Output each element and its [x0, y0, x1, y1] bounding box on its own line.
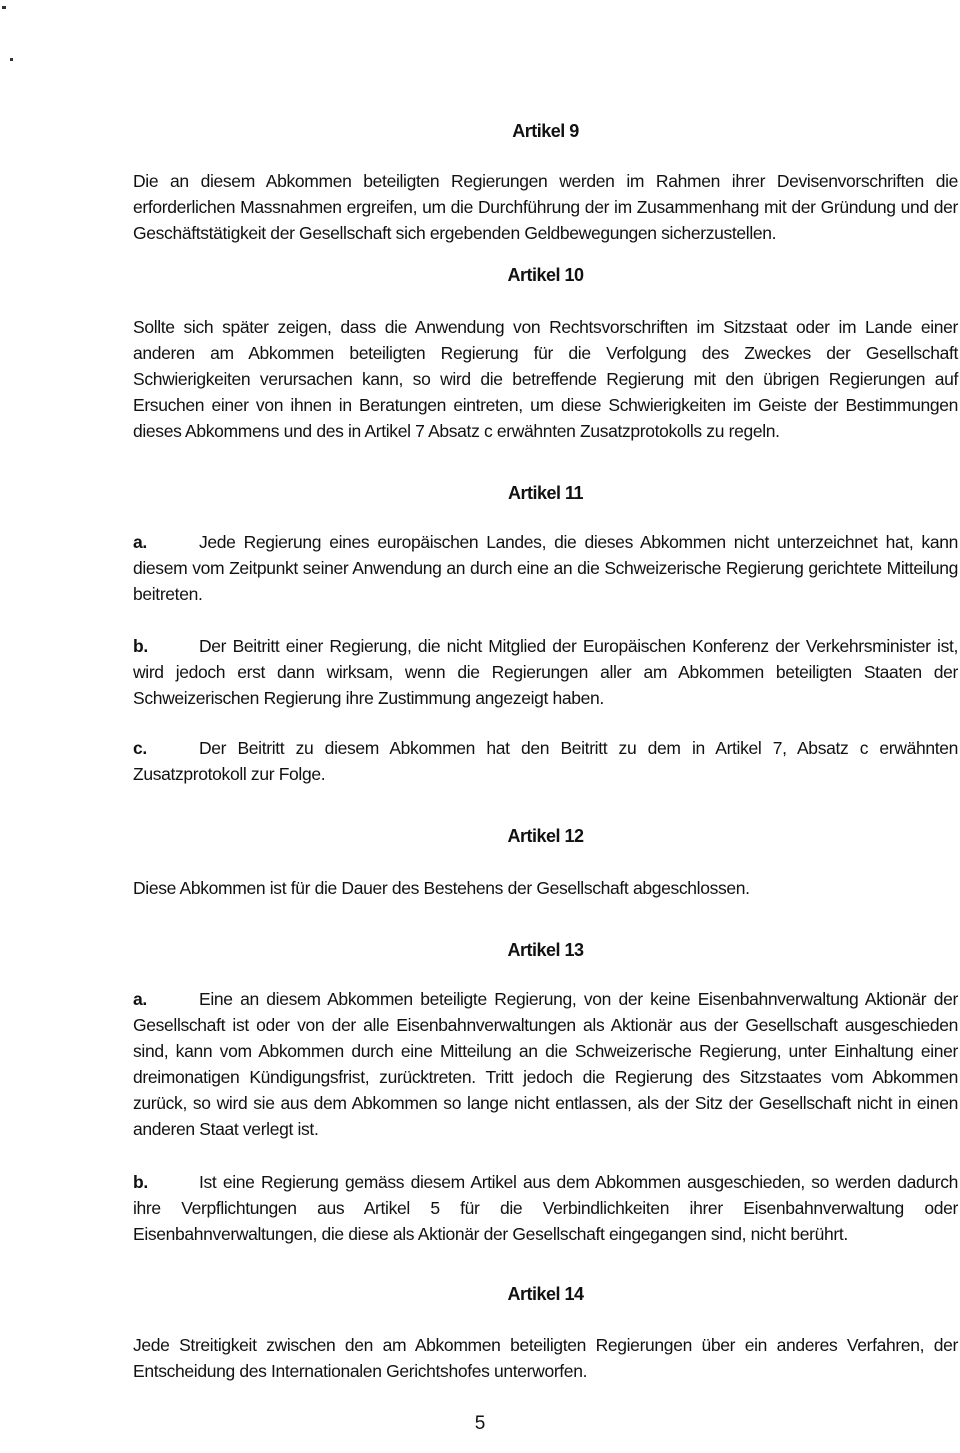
scan-artifact-mark	[2, 6, 6, 9]
item-letter: c.	[133, 738, 147, 758]
item-letter: b.	[133, 636, 148, 656]
item-letter: b.	[133, 1172, 148, 1192]
article-paragraph: Diese Abkommen ist für die Dauer des Bestehens der Gesellschaft abgeschlossen.	[133, 878, 750, 898]
article-14	[133, 1281, 958, 1384]
article-heading: Artikel 12	[507, 826, 584, 846]
article-item	[133, 529, 958, 607]
article-13	[133, 937, 958, 1247]
scan-artifact-mark	[10, 58, 13, 61]
article-heading: Artikel 14	[507, 1284, 584, 1304]
item-text: Der Beitritt einer Regierung, die nicht Mitglied der Europäischen Konferenz der Verkehrsminister ist, wird jedoch erst dann wirksam, wenn die Regierungen aller am Abkommen beteiligten Staaten der Schweizerischen Regierung ihre Zustimmung angezeigt haben.	[133, 636, 958, 708]
article-heading: Artikel 13	[507, 940, 584, 960]
article-paragraph: Die an diesem Abkommen beteiligten Regierungen werden im Rahmen ihrer Devisenvorschriften die erforderlichen Massnahmen ergreifen, um die Durchführung der im Zusammenhang mit der Gründung und der Geschäftstätigkeit der Gesellschaft sich ergebenden Geldbewegungen sicherzustellen.	[133, 171, 958, 243]
article-heading: Artikel 11	[507, 483, 584, 503]
article-item	[133, 986, 958, 1142]
page-number: 5	[474, 1413, 486, 1434]
item-text: Jede Regierung eines europäischen Landes, die dieses Abkommen nicht unterzeichnet hat, kann diesem vom Zeitpunkt seiner Anwendung an durch eine an die Schweizerische Regierung gerichtete Mitteilung beitreten.	[133, 532, 958, 604]
article-11	[133, 480, 958, 787]
article-12	[133, 823, 958, 901]
article-heading: Artikel 10	[507, 265, 584, 285]
item-text: Ist eine Regierung gemäss diesem Artikel aus dem Abkommen ausgeschieden, so werden dadurch ihre Verpflichtungen aus Artikel 5 für die Verbindlichkeiten ihrer Eisenbahnverwaltung oder Eisenbahnverwaltungen, die diese als Aktionär der Gesellschaft eingegangen sind, nicht berührt.	[133, 1172, 958, 1244]
article-item	[133, 1169, 958, 1247]
item-letter: a.	[133, 532, 147, 552]
item-text: Eine an diesem Abkommen beteiligte Regierung, von der keine Eisenbahnverwaltung Aktionär der Gesellschaft ist oder von der alle Eisenbahnverwaltungen als Aktionär aus der Gesellschaft ausgeschieden sind, kann vom Abkommen durch eine Mitteilung an die Schweizerische Regierung, unter Einhaltung einer dreimonatigen Kündigungsfrist, zurücktreten. Tritt jedoch die Regierung des Sitzstaates vom Abkommen zurück, so wird sie aus dem Abkommen so lange nicht entlassen, als der Sitz der Gesellschaft nicht in einen anderen Staat verlegt ist.	[133, 989, 958, 1139]
document-page	[133, 118, 958, 1384]
article-paragraph: Sollte sich später zeigen, dass die Anwendung von Rechtsvorschriften im Sitzstaat oder im Lande einer anderen am Abkommen beteiligten Regierung für die Verfolgung des Zweckes der Gesellschaft Schwierigkeiten verursachen kann, so wird die betreffende Regierung mit den übrigen Regierungen auf Ersuchen einer von ihnen in Beratungen eintreten, um diese Schwierigkeiten im Geiste der Bestimmungen dieses Abkommens und des in Artikel 7 Absatz c erwähnten Zusatzprotokolls zu regeln.	[133, 317, 958, 441]
article-paragraph: Jede Streitigkeit zwischen den am Abkommen beteiligten Regierungen über ein anderes Verfahren, der Entscheidung des Internationalen Gerichtshofes unterworfen.	[133, 1335, 958, 1381]
article-10	[133, 262, 958, 444]
article-item	[133, 633, 958, 711]
item-text: Der Beitritt zu diesem Abkommen hat den Beitritt zu dem in Artikel 7, Absatz c erwähnten Zusatzprotokoll zur Folge.	[133, 738, 958, 784]
article-item	[133, 735, 958, 787]
article-9	[133, 118, 958, 246]
item-letter: a.	[133, 989, 147, 1009]
article-heading: Artikel 9	[512, 121, 579, 141]
